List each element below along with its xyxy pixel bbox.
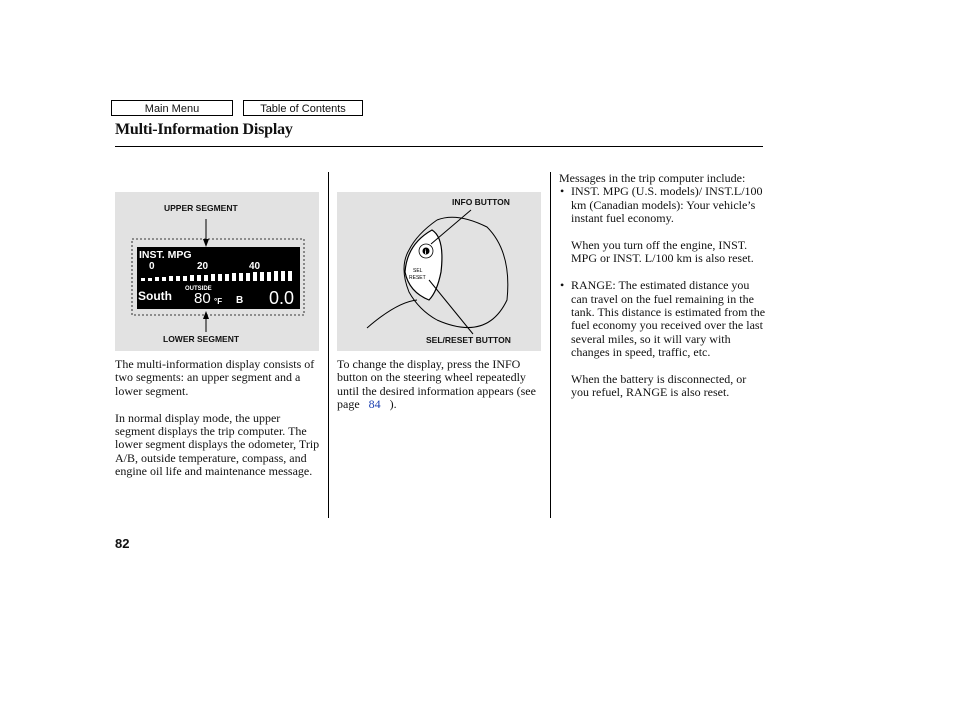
lower-segment-label: LOWER SEGMENT bbox=[163, 334, 240, 344]
mpg-bar bbox=[225, 274, 229, 281]
svg-text:20: 20 bbox=[197, 261, 209, 272]
display-illustration bbox=[115, 192, 319, 351]
info-button-label: INFO BUTTON bbox=[452, 197, 510, 207]
paragraph: When the battery is disconnected, or you refuel, RANGE is also reset. bbox=[571, 372, 747, 400]
temp-unit-text: °F bbox=[214, 297, 223, 306]
temperature-text: 80 bbox=[194, 290, 211, 307]
info-button-glyph: i bbox=[424, 250, 427, 256]
steering-wheel-illustration bbox=[337, 192, 541, 351]
paragraph: In normal display mode, the upper segment displays the trip computer. The lower segment displays the odometer, Trip A/B, outside temperature, compass, and engine oil life and maintenance message. bbox=[115, 410, 320, 479]
mpg-bar bbox=[253, 272, 257, 281]
paragraph: The multi-information display consists of two segments: an upper segment and a lower segment. bbox=[115, 357, 315, 398]
svg-text:SEL: SEL bbox=[413, 268, 423, 274]
mpg-bar bbox=[288, 271, 292, 281]
list-item: • RANGE: The estimated distance you can travel on the fuel remaining in the tank. This distance is estimated from the fuel economy you received over the last several miles, so it will vary with changes in speed, traffic, etc. bbox=[559, 279, 766, 359]
mpg-bar bbox=[162, 277, 166, 281]
compass-text: South bbox=[138, 289, 172, 303]
column-1-text bbox=[115, 358, 320, 492]
mpg-bar bbox=[211, 274, 215, 281]
svg-text:0: 0 bbox=[149, 261, 155, 272]
mpg-bar bbox=[246, 273, 250, 281]
paragraph: To change the display, press the INFO button on the steering wheel repeatedly until the desired information appears (see page 84 ). bbox=[337, 357, 536, 412]
display-figure bbox=[115, 192, 319, 351]
svg-text:40: 40 bbox=[249, 261, 261, 272]
title-divider bbox=[115, 146, 763, 147]
svg-text:RESET: RESET bbox=[409, 275, 426, 281]
table-of-contents-button[interactable]: Table of Contents bbox=[243, 100, 363, 116]
display-mode-text: INST. MPG bbox=[139, 249, 192, 261]
paragraph: When you turn off the engine, INST. MPG or INST. L/100 km is also reset. bbox=[571, 238, 754, 266]
column-divider-2 bbox=[550, 172, 551, 518]
mpg-bar bbox=[155, 277, 159, 281]
mpg-bar bbox=[274, 271, 278, 281]
mpg-bar bbox=[190, 275, 194, 281]
mpg-bar bbox=[204, 275, 208, 281]
sel-reset-button-label: SEL/RESET BUTTON bbox=[426, 335, 511, 345]
odometer-text: 0.0 bbox=[269, 288, 295, 308]
steering-wheel-figure bbox=[337, 192, 541, 351]
mpg-bar bbox=[260, 272, 264, 281]
mpg-bar bbox=[218, 274, 222, 281]
column-divider-1 bbox=[328, 172, 329, 518]
outside-label: OUTSIDE bbox=[185, 286, 212, 292]
mpg-bar bbox=[169, 276, 173, 281]
column-2-text bbox=[337, 358, 542, 425]
trip-text: B bbox=[236, 295, 244, 306]
list-item: • INST. MPG (U.S. models)/ INST.L/100 km (Canadian models): Your vehicle’s instant fuel economy. bbox=[559, 185, 766, 225]
main-menu-button[interactable]: Main Menu bbox=[111, 100, 233, 116]
mpg-bar bbox=[148, 278, 152, 281]
mpg-bar bbox=[183, 276, 187, 281]
mpg-bar bbox=[267, 272, 271, 281]
page-title: Multi-Information Display bbox=[115, 121, 293, 138]
mpg-bar bbox=[176, 276, 180, 281]
page-number: 82 bbox=[115, 536, 130, 551]
page-link-84[interactable]: 84 bbox=[368, 397, 381, 412]
upper-segment-label: UPPER SEGMENT bbox=[164, 203, 238, 213]
mpg-bar bbox=[141, 278, 145, 281]
mpg-bar bbox=[281, 271, 285, 281]
mpg-bar bbox=[197, 275, 201, 281]
mpg-bar bbox=[232, 273, 236, 281]
mpg-bar bbox=[239, 273, 243, 281]
intro-text: Messages in the trip computer include: bbox=[559, 171, 746, 185]
column-3-text bbox=[559, 172, 766, 400]
